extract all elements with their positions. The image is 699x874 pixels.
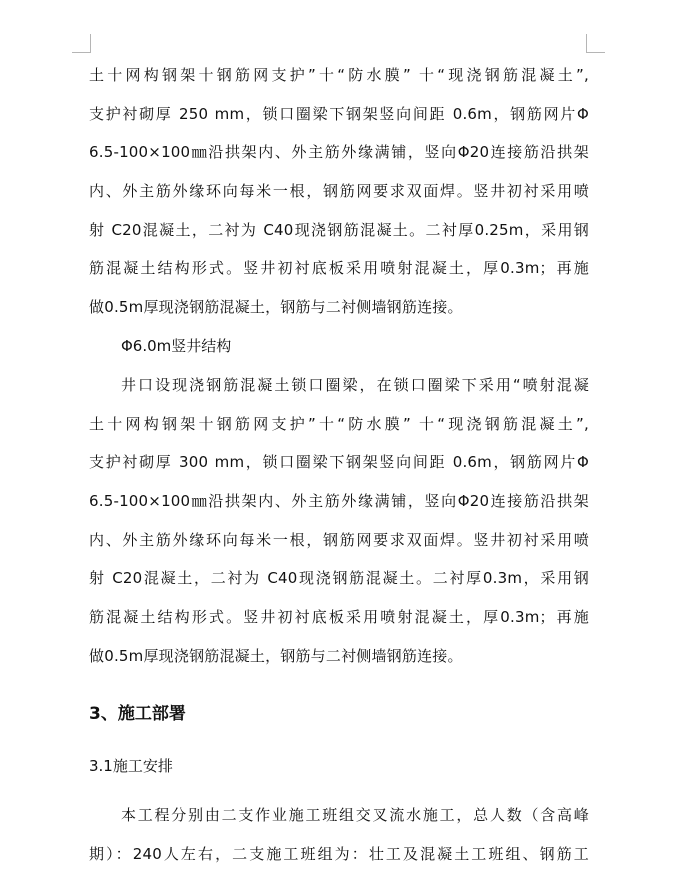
paragraph-line: 支护衬砌厚 250 mm，锁口圈梁下钢架竖向间距 0.6m，钢筋网片Φ [89,104,589,123]
paragraph-line: 土十网构钢架十钢筋网支护”十“防水膜” 十“现浇钢筋混凝土”, [89,414,589,433]
paragraph-line: 做0.5m厚现浇钢筋混凝土，钢筋与二衬侧墙钢筋连接。 [89,298,463,317]
subsection-heading: 3.1施工安排 [89,757,173,776]
paragraph-line: 内、外主筋外缘环向每米一根，钢筋网要求双面焊。竖井初衬采用喷 [89,182,589,201]
paragraph-line: 射 C20混凝土，二衬为 C40现浇钢筋混凝土。二衬厚0.3m，采用钢 [89,569,589,588]
paragraph-line: 期）：240人左右，二支施工班组为：壮工及混凝土工班组、钢筋工 [89,845,589,863]
margin-corner-top-right [586,34,605,53]
paragraph-line: 6.5-100×100㎜沿拱架内、外主筋外缘满铺，竖向Φ20连接筋沿拱架 [89,143,589,162]
paragraph-line: 筋混凝土结构形式。竖井初衬底板采用喷射混凝土，厚0.3m；再施 [89,607,589,626]
paragraph-line: 6.5-100×100㎜沿拱架内、外主筋外缘满铺，竖向Φ20连接筋沿拱架 [89,491,589,510]
paragraph-line: 本工程分别由二支作业施工班组交叉流水施工，总人数（含高峰 [121,806,589,825]
margin-corner-top-left [72,34,91,53]
paragraph-line: 做0.5m厚现浇钢筋混凝土，钢筋与二衬侧墙钢筋连接。 [89,646,463,665]
paragraph-line: 筋混凝土结构形式。竖井初衬底板采用喷射混凝土，厚0.3m；再施 [89,259,589,278]
paragraph-line: 支护衬砌厚 300 mm，锁口圈梁下钢架竖向间距 0.6m，钢筋网片Φ [89,453,589,472]
document-body [89,56,589,874]
shaft-structure-subheading: Φ6.0m竖井结构 [121,336,232,355]
paragraph-gap [89,786,589,796]
section-heading: 3、施工部署 [89,704,186,725]
paragraph-line: 井口设现浇钢筋混凝土锁口圈梁，在锁口圈梁下采用“喷射混凝 [121,375,589,394]
paragraph-line: 内、外主筋外缘环向每米一根，钢筋网要求双面焊。竖井初衬采用喷 [89,530,589,549]
paragraph-line: 射 C20混凝土，二衬为 C40现浇钢筋混凝土。二衬厚0.25m，采用钢 [89,220,589,239]
paragraph-line: 土十网构钢架十钢筋网支护”十“防水膜” 十“现浇钢筋混凝土”, [89,66,589,84]
